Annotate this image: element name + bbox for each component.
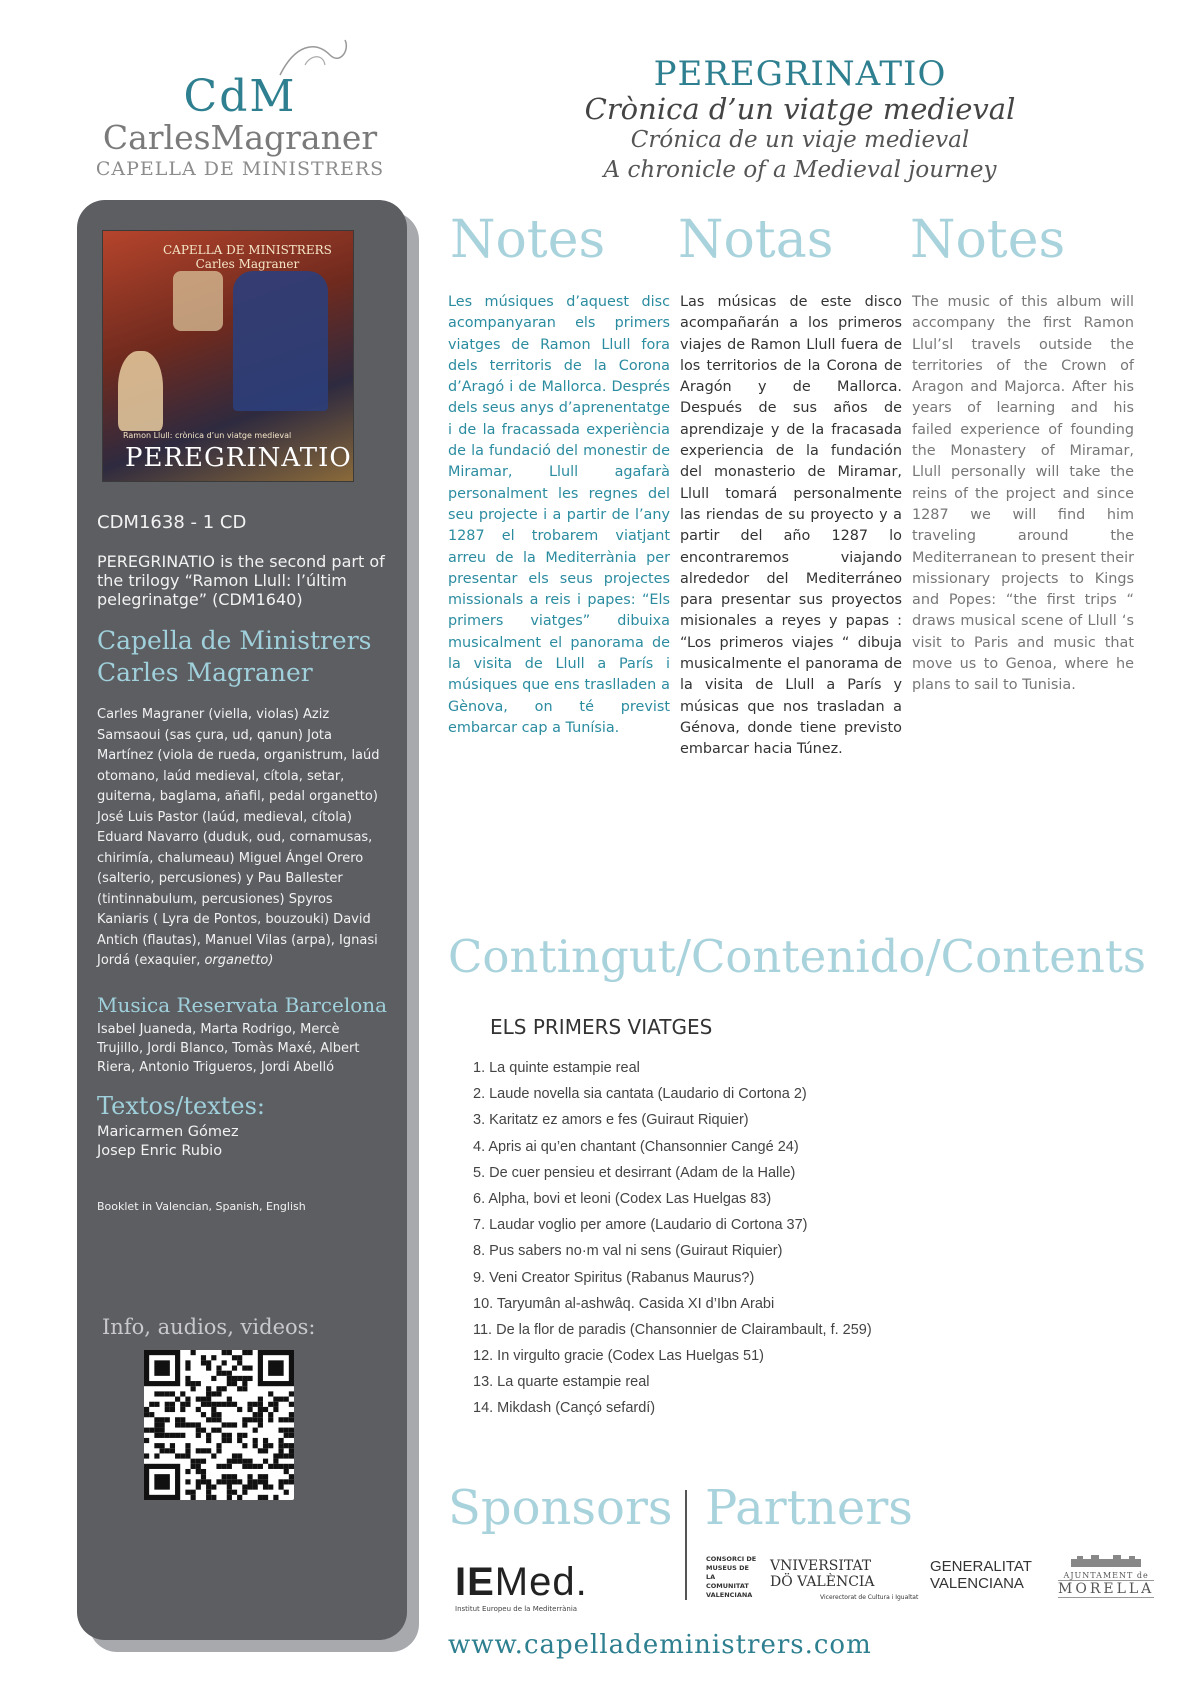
- notes-text-es: Las músicas de este disco acompañarán a los primeros viajes de Ramon Llull fuera de los territorios de la Corona de Aragón y de Mallorca. Después de sus años de aprendizaje y de la fracasada experiencia de la fundación del monasterio de Miramar, Llull tomará personalmente las riendas de su proyecto y a partir del año 1287 lo encontraremos viajando alrededor del Mediterráneo para presentar sus proyectos misionales a reyes y papas : “Los primeros viajes “ dibuja musicalmente el panorama de la visita de Llull a París y músicas que nos trasladan a Génova, donde tiene previsto embarcar hacia Túnez.: [680, 294, 902, 758]
- uv-line2: DÖ VALÈNCIA: [770, 1574, 875, 1590]
- track-item: 2. Laude novella sia cantata (Laudario di Cortona 2): [473, 1086, 807, 1103]
- consorci-logo[interactable]: CONSORCI DE MUSEUS DE LA COMUNITAT VALENCIANA: [706, 1555, 757, 1599]
- sponsors-heading: Sponsors: [448, 1480, 673, 1536]
- album-title: PEREGRINATIO: [653, 54, 947, 94]
- album-cover: [102, 230, 354, 482]
- track-item: 3. Karitatz ez amors e fes (Guiraut Riquier): [473, 1112, 749, 1129]
- subtitle-es: Crónica de un viaje medieval: [630, 127, 970, 153]
- qr-code-icon: [144, 1350, 294, 1500]
- cover-figure: [233, 271, 328, 411]
- subtitle-en: A chronicle of a Medieval journey: [603, 157, 997, 183]
- iemed-caption: Institut Europeu de la Mediterrània: [455, 1605, 578, 1613]
- track-item: 5. De cuer pensieu et desirrant (Adam de la Halle): [473, 1164, 796, 1181]
- track-item: 13. La quarte estampie real: [473, 1374, 650, 1391]
- logo-name: CarlesMagraner: [102, 118, 378, 157]
- catalog-number: CDM1638 - 1 CD: [97, 512, 247, 533]
- notes-heading-en: Notes: [910, 210, 1066, 270]
- gva-line1: GENERALITAT: [930, 1558, 1032, 1575]
- cover-subtitle: Ramon Llull: crònica d’un viatge medieval: [123, 431, 292, 440]
- album-title-block: [560, 55, 1040, 185]
- qr-code[interactable]: [144, 1350, 294, 1500]
- morella-small: AJUNTAMENT de: [1063, 1571, 1149, 1580]
- morella-logo[interactable]: [1058, 1552, 1154, 1598]
- track-item: 7. Laudar voglio per amore (Laudario di Cortona 37): [473, 1217, 808, 1234]
- ensemble-director: Carles Magraner: [97, 658, 313, 687]
- morella-large: MORELLA: [1058, 1581, 1155, 1597]
- notes-text-ca: Les músiques d’aquest disc acompanyaran els primers viatges de Ramon Llull fora dels territoris de la Corona d’Aragó i de Mallorca. Després dels seus anys d’aprenentatge i de la fracassada experiència de la fundació del monestir de Miramar, Llull agafarà personalment les regnes del seu projecte i a partir de l’any 1287 el trobarem viatjant arreu de la Mediterrània per presentar els seus projectes missionals a reis i papes: “Els primers viatges” dibuixa musicalment el panorama de la visita de Llull a París i músiques que ens traslladen a Gènova, on té previst embarcar cap a Tunísia.: [448, 294, 670, 736]
- track-item: 1. La quinte estampie real: [473, 1060, 640, 1076]
- cover-figure: [173, 271, 223, 331]
- cover-figure: [118, 351, 163, 431]
- notes-heading-ca: Notes: [450, 210, 606, 270]
- choir-title: Musica Reservata Barcelona: [97, 993, 388, 1017]
- ensemble-name: Capella de Ministrers: [97, 626, 372, 655]
- flourish-icon: [275, 35, 355, 85]
- contents-heading: Contingut/Contenido/Contents: [448, 930, 1147, 983]
- notes-text-en: The music of this album will accompany the first Ramon Llul’sl travels outside the territories of the Crown of Aragon and Majorca. After his years of learning and his failed experience of founding the Monastery of Miramar, Llull personally will take the reins of the project and since 1287 we will find him traveling around the Mediterranean to present their missionary projects to Kings and Popes: “the first trips “ draws musical scene of Llull ‘s visit to Paris and music that move us to Genoa, where he plans to sail to Tunisia.: [912, 294, 1134, 694]
- track-item: 12. In virgulto gracie (Codex Las Huelgas 51): [473, 1348, 764, 1365]
- gva-line2: VALENCIANA: [930, 1575, 1024, 1592]
- track-list: [473, 1055, 872, 1422]
- logo: [95, 35, 385, 195]
- iemed-light: Med.: [494, 1560, 588, 1604]
- texts-authors: [97, 1123, 239, 1161]
- trilogy-note: PEREGRINATIO is the second part of the trilogy “Ramon Llull: l’últim pelegrinatge” (CDM1640): [97, 552, 385, 609]
- booklet-languages: Booklet in Valencian, Spanish, English: [97, 1200, 306, 1213]
- cover-ensemble: CAPELLA DE MINISTRERS: [163, 243, 332, 257]
- website-link[interactable]: www.capelladeministrers.com: [448, 1630, 872, 1660]
- track-item: 11. De la flor de paradis (Chansonnier de Clairambault, f. 259): [473, 1321, 872, 1338]
- uv-line1: VNIVERSITAT: [770, 1558, 872, 1574]
- musicians-text: Carles Magraner (viella, violas) Aziz Samsaoui (sas çura, ud, qanun) Jota Martínez (viola de rueda, organistrum, laúd otomano, laúd medieval, cítola, setar, guiterna, baglama, añafil, pedal organetto) José Luis Pastor (laúd, medieval, cítola) Eduard Navarro (duduk, oud, cornamusas, chirimía, chalumeau) Miguel Ángel Orero (salterio, percusiones) y Pau Ballester (tintinnabulum, percusiones) Spyros Kaniaris ( Lyra de Pontos, bouzouki) David Antich (flautas), Manuel Vilas (arpa), Ignasi Jordá (exaquier,: [97, 707, 380, 968]
- track-item: 8. Pus sabers no·m val ni sens (Guiraut Riquier): [473, 1243, 783, 1260]
- subtitle-ca: Crònica d’un viatge medieval: [584, 92, 1016, 126]
- track-item: 6. Alpha, bovi et leoni (Codex Las Huelgas 83): [473, 1190, 772, 1207]
- ensemble-title: [97, 625, 392, 689]
- castle-icon: [1071, 1553, 1141, 1567]
- logo-mark: CdM: [183, 71, 297, 122]
- partners-heading: Partners: [705, 1480, 913, 1536]
- notes-heading-es: Notas: [678, 210, 834, 270]
- program-title: ELS PRIMERS VIATGES: [490, 1015, 713, 1039]
- track-item: 9. Veni Creator Spiritus (Rabanus Maurus?): [473, 1269, 755, 1286]
- track-item: 10. Taryumân al-ashwâq. Casida XI d’Ibn Arabi: [473, 1295, 775, 1312]
- track-item: 14. Mikdash (Cançó sefardí): [473, 1400, 656, 1417]
- university-valencia-logo[interactable]: [770, 1558, 918, 1606]
- iemed-bold: IE: [455, 1560, 495, 1604]
- logo-subtitle: CAPELLA DE MINISTRERS: [95, 158, 385, 180]
- musicians-list: [97, 705, 387, 972]
- uv-caption: Vicerectorat de Cultura i Igualtat: [820, 1594, 919, 1601]
- texts-author: Josep Enric Rubio: [97, 1143, 223, 1159]
- texts-author: Maricarmen Gómez: [97, 1124, 239, 1140]
- iemed-logo[interactable]: [455, 1560, 588, 1613]
- texts-title: Textos/textes:: [97, 1092, 266, 1120]
- choir-members: Isabel Juaneda, Marta Rodrigo, Mercè Trujillo, Jordi Blanco, Tomàs Maxé, Albert Riera, Antonio Trigueros, Jordi Abelló: [97, 1022, 360, 1075]
- track-item: 4. Apris ai qu’en chantant (Chansonnier Cangé 24): [473, 1138, 799, 1155]
- musicians-last: organetto): [204, 953, 274, 968]
- cover-title: PEREGRINATIO: [125, 443, 352, 473]
- sidebar: [77, 200, 407, 1640]
- generalitat-logo[interactable]: [930, 1558, 1032, 1592]
- divider: [685, 1490, 687, 1600]
- cover-header: [163, 243, 332, 271]
- info-title: Info, audios, videos:: [102, 1315, 316, 1339]
- cover-director: Carles Magraner: [195, 257, 300, 271]
